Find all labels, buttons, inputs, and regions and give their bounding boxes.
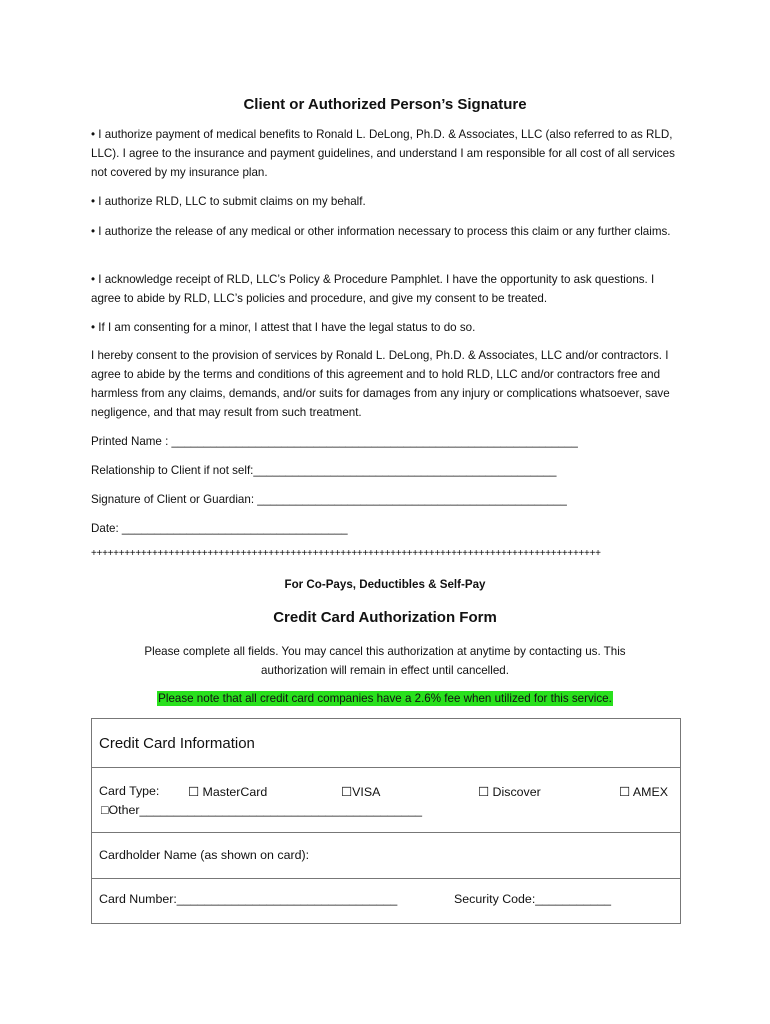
other-card-field[interactable]: □Other_________________________________________ — [101, 803, 423, 817]
amex-checkbox[interactable]: ☐ AMEX — [619, 785, 668, 799]
form-title: Credit Card Authorization Form — [273, 609, 497, 626]
signature-field[interactable]: Signature of Client or Guardian: ________________________________________________ — [91, 493, 567, 506]
fee-note: Please note that all credit card companies have a 2.6% fee when utilized for this service. — [158, 692, 612, 705]
credit-card-info-box — [91, 718, 681, 924]
card-number-row — [92, 879, 680, 923]
page-title: Client or Authorized Person’s Signature — [243, 96, 527, 113]
card-info-heading-row — [92, 719, 680, 768]
visa-checkbox[interactable]: ☐VISA — [341, 785, 381, 799]
card-type-label: Card Type: — [99, 784, 160, 798]
fee-note-wrapper — [0, 689, 770, 707]
mastercard-checkbox[interactable]: ☐ MasterCard — [188, 785, 268, 799]
authorization-bullet: • I acknowledge receipt of RLD, LLC’s Policy & Procedure Pamphlet. I have the opportunity to ask questions. I agree to abide by RLD, LLC’s policies and procedure, and give my consent to be treated. — [91, 273, 655, 305]
consent-paragraph: I hereby consent to the provision of services by Ronald L. DeLong, Ph.D. & Associates, LLC and/or contractors. I agree to abide by the terms and conditions of this agreement and to hold RLD, LLC and/or contractors free and harmless from any claims, demands, and/or suits for damages from any injury or complications whatsoever, save negligence, and that may result from such treatment. — [91, 349, 670, 419]
card-number-field[interactable]: Card Number:________________________________ — [99, 892, 398, 906]
date-field[interactable]: Date: ___________________________________ — [91, 522, 348, 535]
relationship-field[interactable]: Relationship to Client if not self:_______________________________________________ — [91, 464, 557, 477]
authorization-bullet: • I authorize RLD, LLC to submit claims on my behalf. — [91, 195, 366, 208]
card-type-row — [92, 768, 680, 833]
separator-line: ++++++++++++++++++++++++++++++++++++++++++++++++++++++++++++++++++++++++++++++++++++++++++++ — [91, 548, 601, 559]
security-code-field[interactable]: Security Code:___________ — [454, 892, 612, 906]
cardholder-row — [92, 833, 680, 879]
cardholder-name-field[interactable]: Cardholder Name (as shown on card): — [99, 848, 310, 862]
instructions-text: Please complete all fields. You may cancel this authorization at anytime by contacting us. This authorization will remain in effect until cancelled. — [144, 645, 626, 677]
printed-name-field[interactable]: Printed Name : _______________________________________________________________ — [91, 435, 578, 448]
authorization-bullet: • I authorize the release of any medical or other information necessary to process this claim or any further claims. — [91, 225, 671, 238]
card-info-heading: Credit Card Information — [99, 735, 255, 752]
copay-subheading: For Co-Pays, Deductibles & Self-Pay — [284, 578, 486, 591]
authorization-bullet: • I authorize payment of medical benefits to Ronald L. DeLong, Ph.D. & Associates, LLC (also referred to as RLD, LLC). I agree to the insurance and payment guidelines, and understand I am responsible for all cost of all services not covered by my insurance plan. — [91, 128, 675, 179]
authorization-bullet: • If I am consenting for a minor, I attest that I have the legal status to do so. — [91, 321, 476, 334]
discover-checkbox[interactable]: ☐ Discover — [478, 785, 541, 799]
